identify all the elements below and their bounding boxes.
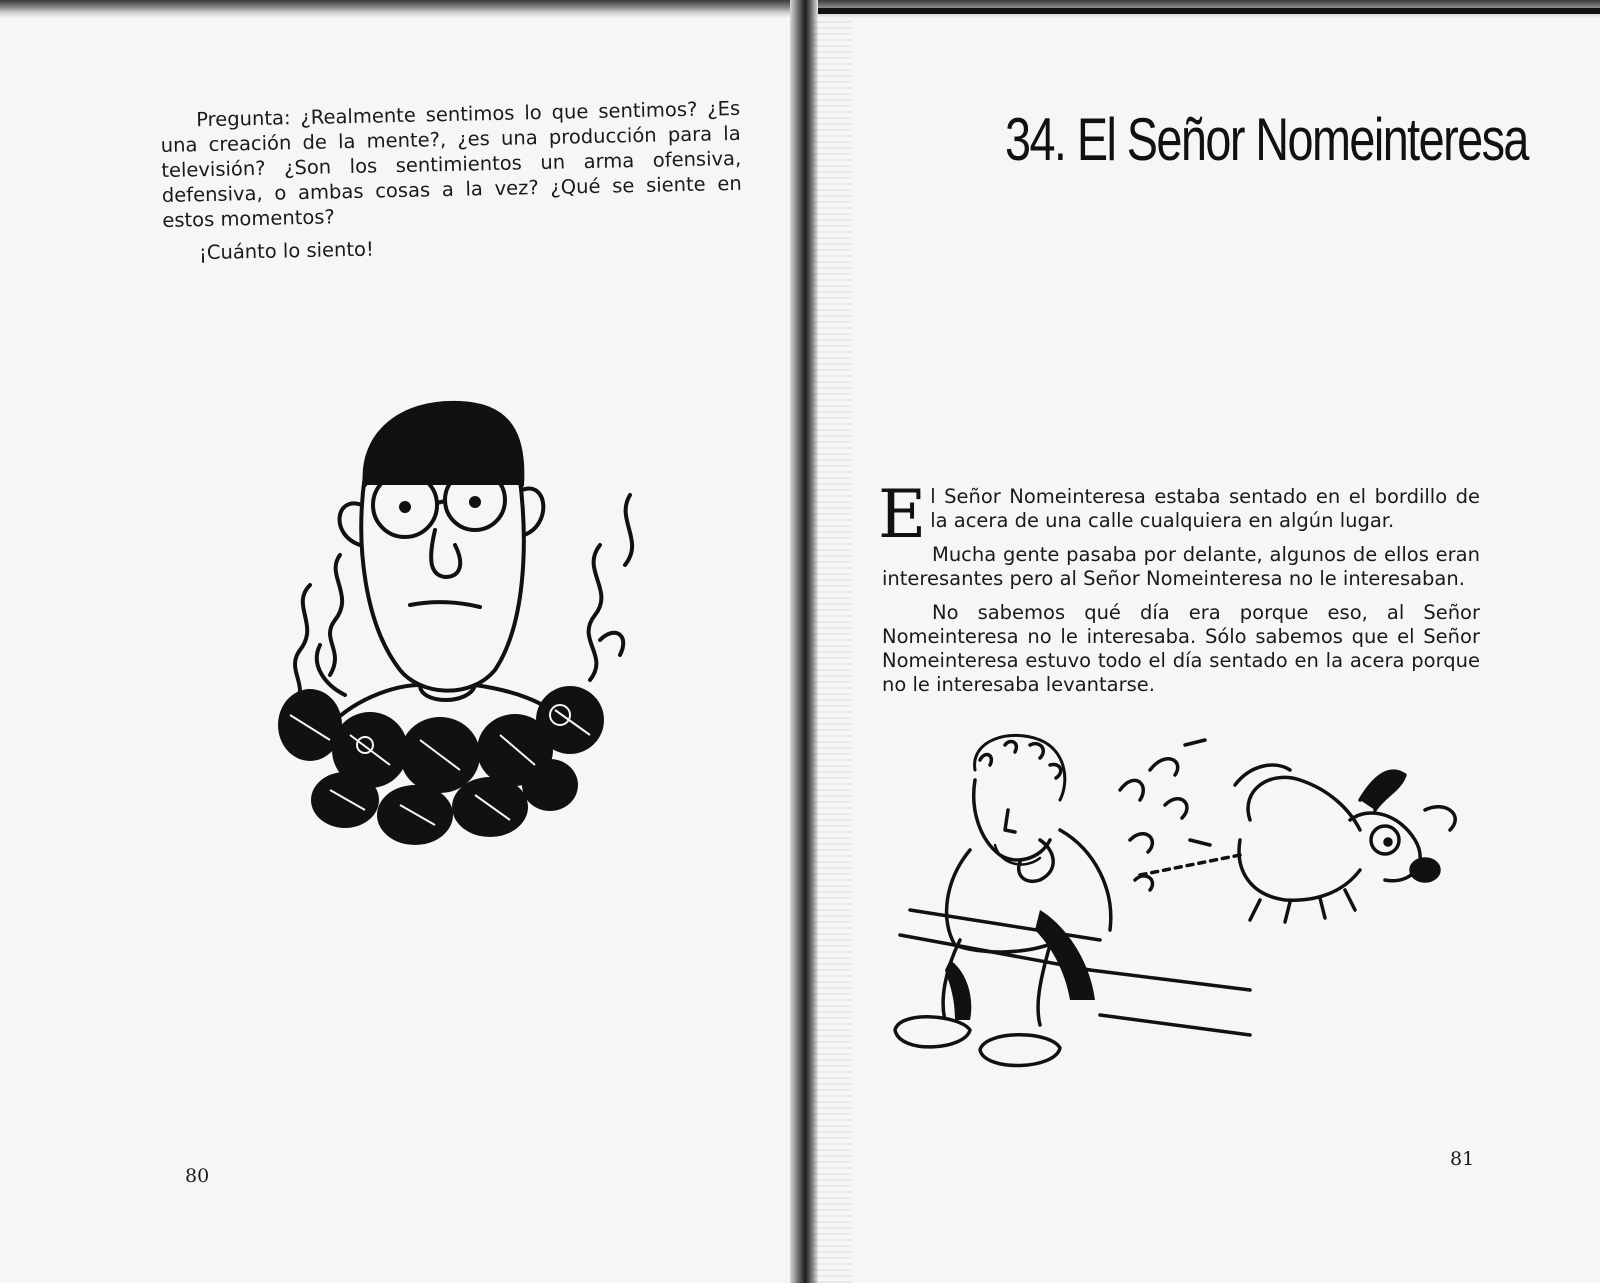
second-paragraph: Mucha gente pasaba por delante, algunos de ellos eran interesantes pero al Señor Nomeinteresa no le interesaban. bbox=[882, 543, 1480, 590]
answer-paragraph: ¡Cuánto lo siento! bbox=[198, 237, 374, 265]
page-number-left: 80 bbox=[185, 1165, 210, 1187]
first-paragraph-text: l Señor Nomeinteresa estaba sentado en el bordillo de la acera de una calle cualquiera en algún lugar. bbox=[930, 485, 1480, 532]
right-page-text bbox=[878, 476, 1480, 707]
cartoon-man-illustration bbox=[270, 395, 690, 865]
man-and-dog-drawing bbox=[890, 730, 1480, 1090]
chapter-title: 34. El Señor Nomeinteresa bbox=[1005, 106, 1528, 173]
cartoon-man-on-curb-illustration bbox=[890, 730, 1480, 1090]
drop-cap: E bbox=[878, 476, 927, 553]
third-paragraph: No sabemos qué día era porque eso, al Señor Nomeinteresa no le interesaba. Sólo sabemos que el Señor Nomeinteresa estuvo todo el día sentado en la acera porque no le interesaba levantarse. bbox=[882, 601, 1480, 696]
first-paragraph bbox=[878, 476, 1480, 553]
left-page-text bbox=[160, 96, 743, 274]
question-paragraph: Pregunta: ¿Realmente sentimos lo que sentimos? ¿Es una creación de la mente?, ¿es una producción para la televisión? ¿Son los sentimientos un arma ofensiva, defensiva, o ambas cosas a la vez? ¿Qué se siente en estos momentos? bbox=[160, 96, 742, 232]
page-number-right: 81 bbox=[1450, 1148, 1475, 1170]
spine-shadow bbox=[812, 20, 852, 1283]
page-top-edge bbox=[812, 8, 1600, 14]
cartoon-man-drawing bbox=[270, 395, 690, 865]
